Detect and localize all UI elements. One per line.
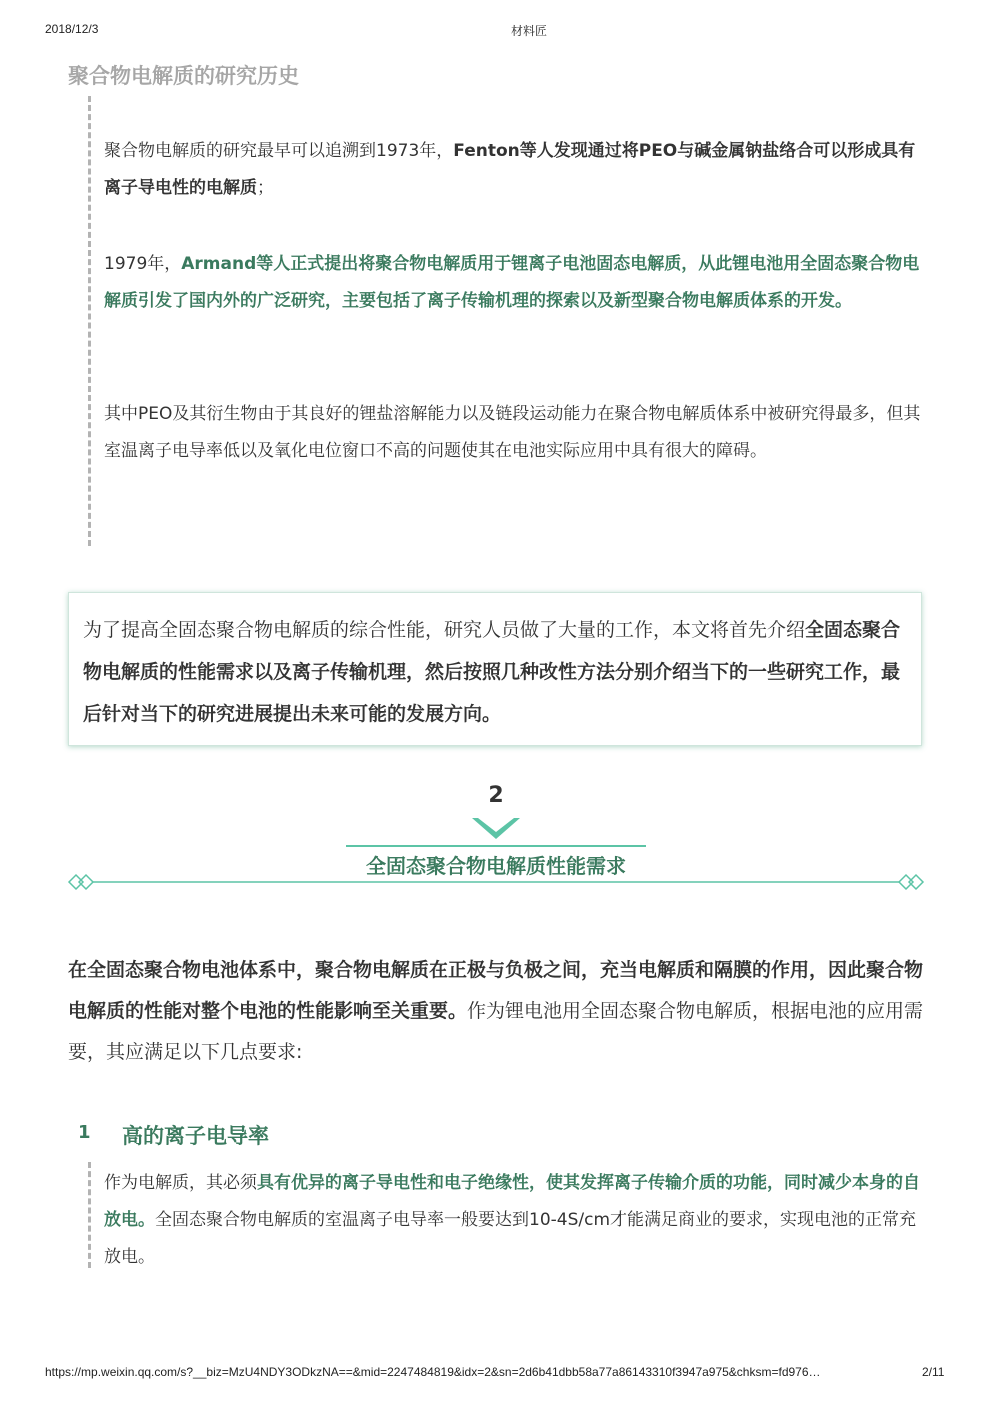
section-history-title: 聚合物电解质的研究历史	[68, 64, 299, 88]
history-p1-bold: Fenton等人发现通过将PEO与碱金属钠盐络合可以形成具有离子导电性的电解质	[104, 141, 916, 198]
conductivity-text-2: 全固态聚合物电解质的室温离子电导率一般要达到10-4S/cm才能满足商业的要求，实现电池的正常充放电。	[104, 1210, 917, 1267]
intro-text: 为了提高全固态聚合物电解质的综合性能，研究人员做了大量的工作，本文将首先介绍	[83, 619, 806, 641]
quote-dashed-border	[88, 96, 91, 546]
subsection-title: 高的离子电导率	[122, 1124, 269, 1148]
conductivity-text-1: 作为电解质，其必须	[104, 1173, 257, 1193]
subsection-number: 1	[78, 1122, 91, 1143]
history-p2-text: 1979年，	[104, 254, 182, 274]
section-number: 2	[488, 783, 504, 808]
subsection-dashed-border	[88, 1162, 91, 1268]
print-site-title: 材料匠	[511, 24, 548, 38]
requirements-intro-paragraph	[68, 950, 926, 1073]
requirements-text: 作为锂电池用全固态聚合物电解质，根据电池的应用需要，其应满足以下几点要求:	[68, 1000, 924, 1063]
page-number: 2/11	[922, 1365, 945, 1379]
print-url: https://mp.weixin.qq.com/s?__biz=MzU4NDY3ODkzNA==&mid=2247484819&idx=2&sn=2d6b41dbb58a77a86143310f3947a975&chksm=fd976…	[45, 1365, 821, 1379]
history-p1-text: 聚合物电解质的研究最早可以追溯到1973年，	[104, 141, 454, 161]
conductivity-highlight: 具有优异的离子导电性和电子绝缘性，使其发挥离子传输介质的功能，同时减少本身的自放电。	[104, 1173, 920, 1230]
print-date: 2018/12/3	[45, 22, 99, 36]
history-paragraph-3	[104, 396, 926, 470]
requirements-bold: 在全固态聚合物电池体系中，聚合物电解质在正极与负极之间，充当电解质和隔膜的作用，因此聚合物电解质的性能对整个电池的性能影响至关重要。	[68, 959, 924, 1022]
intro-bold: 全固态聚合物电解质的性能需求以及离子传输机理，然后按照几种改性方法分别介绍当下的一些研究工作，最后针对当下的研究进展提出未来可能的发展方向。	[83, 619, 901, 725]
intro-box-text	[83, 609, 909, 735]
history-p2-highlight: Armand等人正式提出将聚合物电解质用于锂离子电池固态电解质，从此锂电池用全固态聚合物电解质引发了国内外的广泛研究，主要包括了离子传输机理的探索以及新型聚合物电解质体系的开发。	[104, 254, 920, 311]
history-paragraph-1	[104, 133, 926, 207]
chevron-down-icon	[470, 815, 522, 843]
section-title-overline	[346, 845, 646, 847]
history-paragraph-2	[104, 246, 926, 320]
intro-box	[68, 592, 922, 746]
history-p3-text: 其中PEO及其衍生物由于其良好的锂盐溶解能力以及链段运动能力在聚合物电解质体系中被研究得最多，但其室温离子电导率低以及氧化电位窗口不高的问题使其在电池实际应用中具有很大的障碍。	[104, 404, 921, 461]
conductivity-paragraph	[104, 1165, 926, 1276]
ornament-divider	[66, 870, 926, 894]
section-requirements-title: 全固态聚合物电解质性能需求	[366, 854, 626, 878]
history-p1-end: ；	[257, 178, 274, 198]
